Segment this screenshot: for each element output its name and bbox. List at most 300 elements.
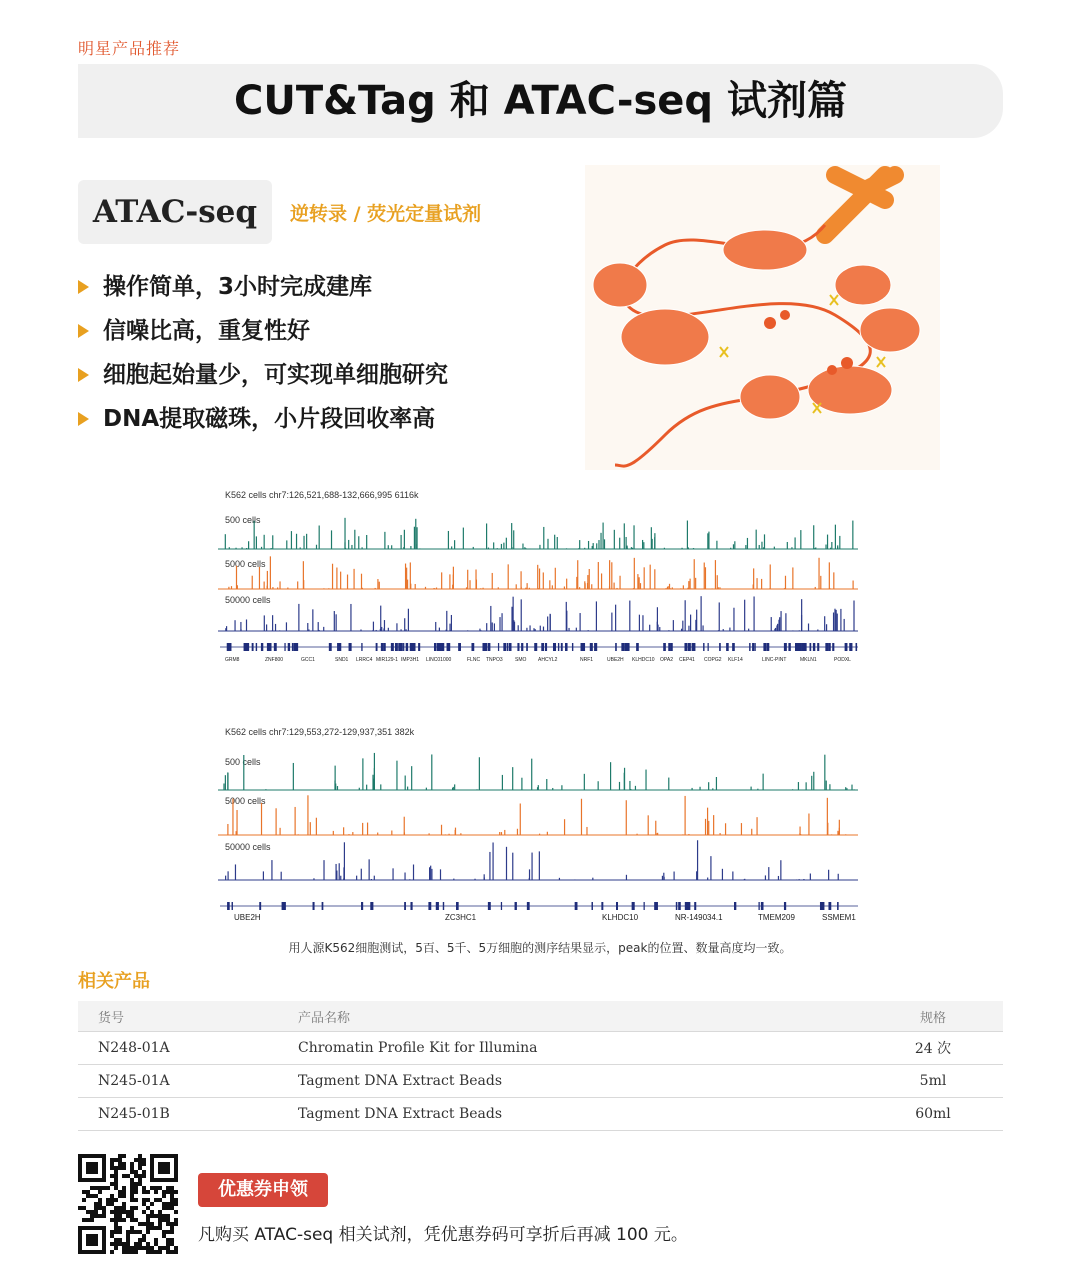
exon-block — [535, 643, 538, 651]
qr-module — [142, 1246, 146, 1250]
qr-module — [126, 1250, 130, 1254]
exon-block — [561, 643, 563, 651]
qr-module — [170, 1190, 174, 1194]
exon-block — [752, 643, 754, 651]
qr-module — [142, 1190, 146, 1194]
qr-module — [170, 1242, 174, 1246]
exon-block — [758, 902, 759, 910]
exon-block — [259, 902, 261, 910]
qr-module — [114, 1198, 118, 1202]
qr-module — [142, 1222, 146, 1226]
qr-module — [134, 1158, 138, 1162]
coupon-claim-badge[interactable]: 优惠券申领 — [198, 1173, 328, 1207]
exon-block — [572, 643, 573, 651]
exon-block — [668, 643, 670, 651]
exon-block — [227, 643, 230, 651]
qr-module — [126, 1246, 130, 1250]
qr-module — [110, 1242, 114, 1246]
exon-block — [458, 643, 461, 651]
exon-block — [810, 643, 812, 651]
exon-block — [498, 643, 499, 651]
qr-module — [142, 1238, 146, 1242]
exon-block — [615, 643, 617, 651]
exon-block — [817, 643, 819, 651]
exon-block — [268, 643, 269, 651]
gene-label: MKLN1 — [800, 657, 817, 663]
exon-block — [404, 902, 406, 910]
qr-finder-module — [158, 1162, 170, 1174]
qr-module — [114, 1158, 118, 1162]
exon-block — [799, 643, 802, 651]
exon-block — [796, 643, 799, 651]
exon-block — [282, 902, 285, 910]
qr-module — [130, 1230, 134, 1234]
exon-block — [735, 902, 737, 910]
exon-block — [644, 902, 645, 910]
exon-block — [656, 902, 658, 910]
exon-block — [527, 902, 530, 910]
product-title: Tagment DNA Extract Beads — [278, 1065, 863, 1098]
gene-label: KLHDC10 — [632, 657, 655, 663]
qr-module — [122, 1186, 126, 1190]
qr-module — [122, 1202, 126, 1206]
qr-module — [114, 1242, 118, 1246]
qr-module — [126, 1210, 130, 1214]
qr-module — [166, 1242, 170, 1246]
qr-module — [122, 1218, 126, 1222]
exon-block — [749, 643, 750, 651]
qr-module — [114, 1210, 118, 1214]
qr-module — [142, 1162, 146, 1166]
bullet-triangle-icon — [78, 412, 89, 426]
qr-module — [146, 1222, 150, 1226]
track-label: 5000 cells — [225, 796, 266, 806]
qr-module — [170, 1198, 174, 1202]
feature-list — [78, 265, 448, 441]
qr-module — [110, 1174, 114, 1178]
qr-module — [110, 1166, 114, 1170]
qr-module — [154, 1242, 158, 1246]
qr-module — [86, 1194, 90, 1198]
qr-module — [122, 1194, 126, 1198]
qr-module — [170, 1206, 174, 1210]
qr-module — [126, 1214, 130, 1218]
genome-track-figure-2 — [218, 723, 860, 928]
qr-module — [142, 1186, 146, 1190]
qr-module — [130, 1182, 134, 1186]
qr-module — [134, 1230, 138, 1234]
exon-block — [418, 643, 420, 651]
exon-block — [685, 902, 688, 910]
qr-module — [122, 1250, 126, 1254]
qr-module — [90, 1186, 94, 1190]
qr-module — [170, 1222, 174, 1226]
qr-module — [130, 1162, 134, 1166]
gene-label: MIR129-1 — [376, 657, 398, 663]
qr-module — [158, 1214, 162, 1218]
qr-module — [166, 1206, 170, 1210]
exon-block — [349, 643, 352, 651]
exon-block — [601, 902, 603, 910]
exon-block — [284, 643, 285, 651]
qr-module — [162, 1202, 166, 1206]
gene-label: FLNC — [467, 657, 481, 663]
qr-module — [166, 1222, 170, 1226]
qr-module — [118, 1154, 122, 1158]
qr-module — [174, 1202, 178, 1206]
exon-block — [471, 643, 474, 651]
qr-module — [114, 1170, 118, 1174]
column-header: 货号 — [78, 1001, 278, 1032]
qr-module — [98, 1198, 102, 1202]
qr-module — [146, 1250, 150, 1254]
qr-module — [114, 1218, 118, 1222]
item-number: N245-01B — [78, 1098, 278, 1131]
related-products-title: 相关产品 — [78, 971, 150, 992]
qr-module — [138, 1174, 142, 1178]
qr-module — [138, 1238, 142, 1242]
exon-block — [292, 643, 294, 651]
exon-block — [708, 643, 709, 651]
qr-module — [78, 1206, 82, 1210]
column-header: 产品名称 — [278, 1001, 863, 1032]
gene-label: CEP41 — [679, 657, 695, 663]
exon-block — [398, 643, 401, 651]
feature-item: 操作简单，3小时完成建库 — [78, 265, 448, 309]
qr-module — [154, 1198, 158, 1202]
exon-block — [703, 643, 704, 651]
exon-block — [688, 643, 691, 651]
gene-label: SND1 — [335, 657, 349, 663]
figure-2-header: K562 cells chr7:129,553,272-129,937,351 382k — [225, 727, 415, 737]
qr-module — [158, 1246, 162, 1250]
table-row — [78, 1032, 1003, 1065]
gene-label: NRF1 — [580, 657, 594, 663]
qr-module — [118, 1158, 122, 1162]
qr-module — [110, 1194, 114, 1198]
qr-module — [130, 1246, 134, 1250]
qr-module — [118, 1226, 122, 1230]
qr-module — [138, 1158, 142, 1162]
promo-text: 凡购买 ATAC-seq 相关试剂，凭优惠券码可享折后再减 100 元。 — [198, 1225, 688, 1245]
qr-module — [134, 1250, 138, 1254]
qr-module — [142, 1174, 146, 1178]
qr-module — [114, 1222, 118, 1226]
exon-block — [663, 643, 666, 651]
exon-block — [693, 643, 695, 651]
qr-module — [98, 1190, 102, 1194]
qr-module — [166, 1202, 170, 1206]
product-subtitle: 逆转录 / 荧光定量试剂 — [290, 203, 482, 225]
qr-module — [134, 1198, 138, 1202]
exon-block — [832, 643, 834, 651]
exon-block — [274, 643, 276, 651]
qr-module — [86, 1218, 90, 1222]
qr-module — [114, 1178, 118, 1182]
product-spec: 60ml — [863, 1098, 1003, 1131]
qr-module — [102, 1214, 106, 1218]
qr-module — [130, 1178, 134, 1182]
table-row — [78, 1098, 1003, 1131]
exon-block — [850, 643, 852, 651]
feature-item: 信噪比高，重复性好 — [78, 309, 448, 353]
qr-module — [162, 1214, 166, 1218]
qr-module — [134, 1218, 138, 1222]
exon-block — [837, 902, 839, 910]
qr-module — [94, 1210, 98, 1214]
exon-block — [821, 902, 824, 910]
product-spec: 5ml — [863, 1065, 1003, 1098]
qr-module — [142, 1202, 146, 1206]
exon-block — [439, 643, 442, 651]
qr-module — [158, 1226, 162, 1230]
qr-module — [134, 1182, 138, 1186]
exon-block — [503, 643, 506, 651]
qr-module — [138, 1242, 142, 1246]
gene-label: KLHDC10 — [602, 913, 639, 922]
figure-1-tracks — [218, 487, 860, 672]
qr-module — [130, 1170, 134, 1174]
qr-module — [154, 1186, 158, 1190]
qr-module — [174, 1190, 178, 1194]
exon-block — [719, 643, 721, 651]
qr-module — [134, 1186, 138, 1190]
gene-label: UBE2H — [607, 657, 624, 663]
qr-module — [146, 1198, 150, 1202]
qr-module — [114, 1186, 118, 1190]
exon-block — [436, 902, 439, 910]
qr-module — [110, 1202, 114, 1206]
exon-block — [381, 643, 384, 651]
qr-module — [118, 1230, 122, 1234]
exon-block — [856, 643, 858, 651]
exon-block — [337, 643, 339, 651]
qr-module — [94, 1214, 98, 1218]
exon-block — [624, 643, 626, 651]
track-label: 500 cells — [225, 515, 261, 525]
qr-module — [154, 1214, 158, 1218]
qr-module — [118, 1218, 122, 1222]
qr-module — [118, 1238, 122, 1242]
track-label: 5000 cells — [225, 559, 266, 569]
qr-module — [118, 1206, 122, 1210]
qr-module — [130, 1198, 134, 1202]
gene-label: IMP3H1 — [401, 657, 420, 663]
qr-module — [154, 1238, 158, 1242]
qr-module — [170, 1226, 174, 1230]
exon-block — [541, 643, 543, 651]
exon-block — [488, 902, 491, 910]
qr-finder-module — [86, 1234, 98, 1246]
qr-module — [138, 1166, 142, 1170]
chromatin-illustration — [585, 165, 940, 470]
qr-module — [174, 1218, 178, 1222]
qr-module — [94, 1194, 98, 1198]
qr-module — [114, 1230, 118, 1234]
exon-block — [267, 643, 269, 651]
qr-module — [138, 1154, 142, 1158]
qr-module — [82, 1190, 86, 1194]
qr-module — [146, 1206, 150, 1210]
exon-block — [261, 643, 263, 651]
qr-module — [142, 1170, 146, 1174]
qr-module — [122, 1190, 126, 1194]
qr-module — [166, 1218, 170, 1222]
qr-module — [166, 1214, 170, 1218]
qr-code-icon[interactable] — [78, 1154, 178, 1254]
exon-block — [553, 643, 555, 651]
qr-module — [118, 1190, 122, 1194]
qr-module — [162, 1234, 166, 1238]
qr-module — [110, 1198, 114, 1202]
gene-label: GCC1 — [301, 657, 315, 663]
qr-module — [126, 1230, 130, 1234]
exon-block — [685, 643, 688, 651]
qr-module — [138, 1230, 142, 1234]
qr-module — [126, 1238, 130, 1242]
exon-block — [229, 643, 231, 651]
qr-module — [142, 1210, 146, 1214]
qr-module — [170, 1250, 174, 1254]
exon-block — [795, 643, 796, 651]
page-title: CUT&Tag 和 ATAC-seq 试剂篇 — [234, 78, 847, 124]
qr-module — [90, 1194, 94, 1198]
exon-block — [616, 902, 618, 910]
qr-module — [98, 1206, 102, 1210]
qr-module — [122, 1210, 126, 1214]
exon-block — [412, 643, 415, 651]
qr-code-graphic — [78, 1154, 178, 1254]
qr-module — [110, 1234, 114, 1238]
qr-module — [94, 1186, 98, 1190]
gene-label: NR-149034.1 — [675, 913, 723, 922]
qr-module — [94, 1202, 98, 1206]
product-spec: 24 次 — [863, 1032, 1003, 1065]
bullet-triangle-icon — [78, 324, 89, 338]
exon-block — [592, 902, 593, 910]
exon-block — [828, 902, 830, 910]
qr-module — [130, 1250, 134, 1254]
exon-block — [636, 643, 639, 651]
qr-module — [118, 1194, 122, 1198]
qr-module — [158, 1250, 162, 1254]
qr-module — [174, 1198, 178, 1202]
exon-block — [361, 643, 362, 651]
qr-module — [158, 1222, 162, 1226]
qr-module — [166, 1190, 170, 1194]
exon-block — [322, 902, 324, 910]
item-number: N245-01A — [78, 1065, 278, 1098]
exon-block — [581, 643, 583, 651]
exon-block — [678, 902, 681, 910]
exon-block — [761, 902, 764, 910]
qr-module — [130, 1214, 134, 1218]
gene-label: AHCYL2 — [538, 657, 558, 663]
exon-block — [270, 643, 271, 651]
exon-block — [805, 643, 807, 651]
gene-label: GRM8 — [225, 657, 240, 663]
qr-module — [150, 1214, 154, 1218]
figure-2-tracks — [218, 723, 860, 928]
exon-block — [726, 643, 729, 651]
qr-module — [82, 1198, 86, 1202]
qr-module — [126, 1234, 130, 1238]
exon-block — [483, 643, 485, 651]
exon-block — [558, 643, 559, 651]
qr-module — [162, 1230, 166, 1234]
qr-module — [86, 1210, 90, 1214]
exon-block — [802, 643, 804, 651]
exon-block — [456, 902, 459, 910]
qr-module — [126, 1174, 130, 1178]
feature-item: DNA提取磁珠，小片段回收率高 — [78, 397, 448, 441]
exon-block — [545, 643, 547, 651]
qr-module — [162, 1206, 166, 1210]
exon-block — [443, 902, 444, 910]
qr-module — [118, 1162, 122, 1166]
qr-module — [114, 1238, 118, 1242]
table-row — [78, 1065, 1003, 1098]
qr-module — [122, 1174, 126, 1178]
related-products-table — [78, 1001, 1003, 1131]
exon-block — [227, 902, 230, 910]
qr-module — [110, 1218, 114, 1222]
qr-module — [106, 1186, 110, 1190]
exon-block — [410, 902, 412, 910]
exon-block — [813, 643, 815, 651]
exon-block — [232, 902, 233, 910]
qr-module — [158, 1198, 162, 1202]
gene-label: LINC01000 — [426, 657, 452, 663]
qr-module — [122, 1162, 126, 1166]
qr-module — [170, 1230, 174, 1234]
exon-block — [766, 643, 768, 651]
exon-block — [732, 643, 735, 651]
qr-finder-module — [86, 1162, 98, 1174]
qr-module — [130, 1226, 134, 1230]
qr-module — [170, 1186, 174, 1190]
qr-module — [102, 1210, 106, 1214]
gene-label: UBE2H — [234, 913, 261, 922]
gene-label: TMEM209 — [758, 913, 795, 922]
qr-module — [94, 1206, 98, 1210]
qr-module — [138, 1222, 142, 1226]
qr-module — [98, 1186, 102, 1190]
qr-module — [146, 1226, 150, 1230]
qr-module — [154, 1190, 158, 1194]
exon-block — [406, 643, 408, 651]
qr-module — [102, 1206, 106, 1210]
track-label: 50000 cells — [225, 842, 271, 852]
exon-block — [825, 643, 828, 651]
exon-block — [784, 643, 787, 651]
qr-module — [134, 1246, 138, 1250]
qr-module — [146, 1230, 150, 1234]
qr-module — [90, 1218, 94, 1222]
exon-block — [687, 902, 690, 910]
exon-block — [488, 643, 491, 651]
qr-module — [122, 1242, 126, 1246]
qr-module — [98, 1214, 102, 1218]
qr-module — [170, 1194, 174, 1198]
qr-module — [150, 1226, 154, 1230]
qr-module — [114, 1174, 118, 1178]
exon-block — [294, 643, 297, 651]
exon-block — [575, 902, 578, 910]
exon-block — [754, 643, 755, 651]
qr-module — [82, 1206, 86, 1210]
qr-module — [114, 1166, 118, 1170]
